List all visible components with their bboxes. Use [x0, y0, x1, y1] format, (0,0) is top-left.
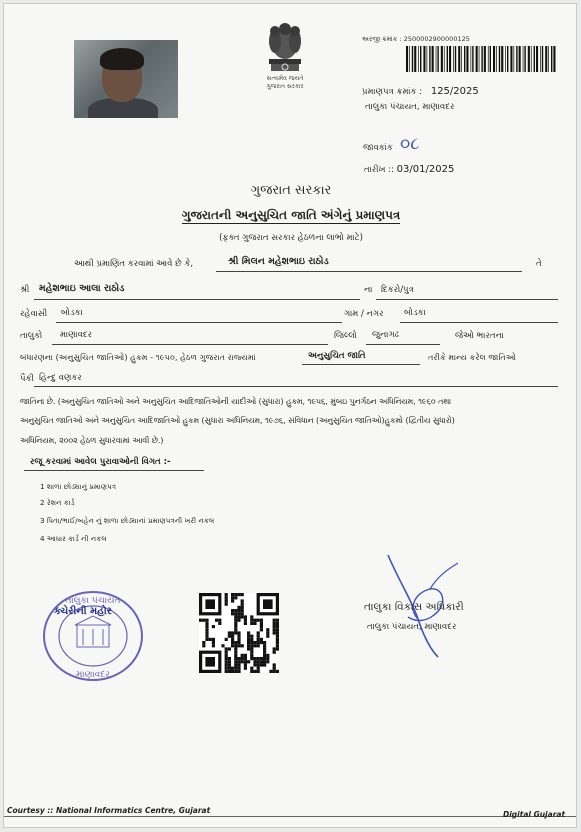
stamp-bottom-text: માણાવદર	[76, 670, 110, 680]
stamp-overlay-text: ક્ચેરીની મહોર	[54, 606, 112, 617]
constitution-text: બંધારણના (અનુસુચિત જાતિઓ) હુકમ - ૧૯૫૦, હેઠળ ગુજરાત રાજ્યમાં	[20, 352, 256, 362]
date-label: તારીખ ::	[364, 165, 394, 175]
father-name-line	[34, 299, 360, 300]
taluka-value: માણાવદર	[60, 330, 93, 340]
barcode	[406, 46, 558, 72]
certificate-page	[3, 3, 577, 828]
certificate-subheading: (ફક્ત ગુજરાત સરકાર હેઠળના લાભો માટે)	[219, 233, 363, 243]
footer-divider	[4, 816, 576, 817]
relation-line	[376, 299, 558, 300]
header-office: તાલુકા પંચાયત, માણાવદર	[365, 102, 455, 112]
taluka-line	[52, 344, 328, 345]
outward-row	[363, 143, 393, 153]
footer-brand: Digital Gujarat	[503, 810, 566, 819]
applicant-name: શ્રી મિલન મહેશભાઇ રાઠોડ	[228, 256, 329, 267]
emblem-government: ગુજરાત સરકાર	[266, 83, 304, 90]
village-line	[400, 322, 558, 323]
applicant-name-line	[216, 271, 522, 272]
date-row	[364, 164, 454, 175]
te-word: તે	[536, 259, 542, 269]
application-number-row: અરજી ક્રમાંક : 2500002900000125	[362, 35, 470, 43]
document-item: 1 શાળા છોડ્યાનું પ્રમાણપત્ર	[40, 482, 117, 491]
state-emblem	[255, 19, 315, 97]
recognized-text: તરીકે માન્ય કરેલ જાતિઓ	[428, 352, 517, 362]
certificate-heading	[4, 208, 578, 223]
certify-text: આથી પ્રમાણિત કરવામાં આવે છે કે,	[74, 259, 194, 269]
applicant-photo	[74, 40, 178, 118]
document-item: 3 પિતા/ભાઈ/બહેન નું શાળા છોડ્યાનાં પ્રમાણપત્રની ખરી નકલ	[40, 516, 215, 525]
certificate-number-label: પ્રમાણપત્ર ક્રમાંક :	[362, 87, 423, 97]
documents-heading-line	[24, 470, 204, 471]
office-stamp	[41, 589, 145, 683]
district-line	[366, 344, 440, 345]
resident-value: બોડકા	[61, 308, 83, 318]
document-item: 4 આધાર કાર્ડ ની નકલ	[40, 534, 107, 543]
certificate-number: 125/2025	[430, 86, 479, 97]
footer-courtesy: Courtesy :: National Informatics Centre, Gujarat	[7, 806, 211, 815]
district-value: જુનાગઢ	[372, 330, 399, 340]
issue-date: 03/01/2025	[396, 164, 455, 175]
caste-category: અનુસુચિત જાતિ	[308, 351, 366, 361]
village-label: ગામ / નગર	[344, 309, 384, 319]
certificate-heading-text: ગુજરાતની અનુસુચિત જાતિ અંગેનું પ્રમાણપત્ર	[181, 208, 401, 222]
shri-label: શ્રી	[20, 285, 30, 295]
qr-code	[199, 593, 279, 673]
father-name: મહેશભાઇ આલા રાઠોડ	[39, 283, 125, 294]
application-number: 2500002900000125	[403, 35, 470, 43]
emblem-motto: સત્યમેવ જયતે	[266, 75, 304, 82]
legal-para-line3: અધિનિયમ, ૨૦૦૨ હેઠળ સુધારવામાં આવી છે.)	[20, 436, 164, 445]
officer-office: તાલુકા પંચાયત, માણાવદર	[367, 622, 457, 632]
outward-label: જાવકાંક	[363, 143, 393, 153]
legal-para-line1: જાતિના છે. (અનુસુચિત જાતિઓ અને અનુસુચિત આદિજાતિઓની યાદીઓ (સુધારા) હુકમ, ૧૯૫૬, મુંબઇ પુનર્ગઠન અધિનિયમ, ૧૯૬૦ તથા	[20, 397, 452, 406]
application-number-label: અરજી ક્રમાંક	[362, 35, 398, 43]
village-value: બોડકા	[404, 308, 426, 318]
relation: દિકરો/પુત્ર	[381, 285, 414, 295]
ashoka-emblem-icon	[263, 19, 307, 75]
legal-para-line2: અનુસુચિત જાતિઓ અને અનુસુચિત આદિજાતિઓ હુકમ (સુધારા અધિનિયમ, ૧૯૭૬, સંવિધાન (અનુસુચિત જાતિઓ)હુકમો (દ્વિતીય સુધારો)	[20, 416, 455, 425]
government-title: ગુજરાત સરકાર	[250, 183, 332, 198]
caste-name: હિન્દુ વણકર	[39, 373, 82, 383]
documents-heading: રજૂ કરવામાં આવેલ પુરાવાઓની વિગત :-	[30, 457, 171, 467]
caste-category-line	[302, 364, 420, 365]
district-label: જિલ્લો	[334, 331, 357, 341]
document-item: 2 રેશન કાર્ડ	[40, 498, 75, 507]
certificate-number-row	[362, 86, 479, 97]
paiki-label: પૈકી	[20, 374, 34, 384]
resident-line	[56, 322, 342, 323]
stamp-top-text: તાલુકા પંચાયત	[65, 596, 121, 606]
na-word: ના	[364, 285, 373, 295]
taluka-label: તાલુકો	[20, 331, 43, 341]
resident-label: રહેવાસી	[20, 309, 48, 319]
officer-designation: તાલુકા વિકાસ અધિકારી	[364, 601, 464, 613]
outward-number: ૦૮	[400, 134, 420, 154]
bharat-label: જેઓ ભારતના	[455, 331, 504, 341]
caste-name-line	[34, 386, 558, 387]
